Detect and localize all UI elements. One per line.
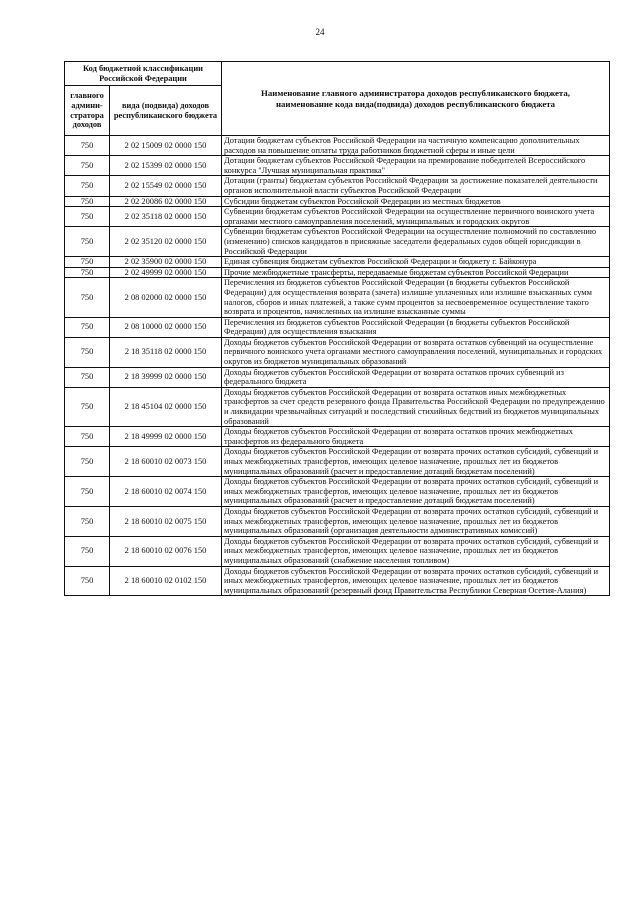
revenue-name-cell: Доходы бюджетов субъектов Российской Федерации от возврата прочих остатков субсидий, субвенций и иных межбюджетных трансфертов, имеющих целевое назначение, прошлых лет из бюджетов муниципальных образований (снабжение населения топливом): [222, 536, 610, 566]
admin-code-cell: 750: [65, 387, 110, 426]
revenue-code-cell: 2 18 60010 02 0074 150: [110, 477, 222, 507]
revenue-name-cell: Дотации бюджетам субъектов Российской Федерации на премирование победителей Всероссийского конкурса "Лучшая муниципальная практика": [222, 156, 610, 176]
revenue-code-cell: 2 18 49999 02 0000 150: [110, 427, 222, 447]
admin-code-cell: 750: [65, 536, 110, 566]
table-row: [65, 317, 610, 337]
revenue-name-cell: Субсидии бюджетам субъектов Российской Федерации из местных бюджетов: [222, 196, 610, 207]
revenue-name-cell: Доходы бюджетов субъектов Российской Федерации от возврата прочих остатков субсидий, субвенций и иных межбюджетных трансфертов, имеющих целевое назначение, прошлых лет из бюджетов муниципальных образований (резервный фонд Правительства Республики Северная Осетия-Алания): [222, 566, 610, 596]
admin-code-cell: 750: [65, 257, 110, 268]
admin-code-cell: 750: [65, 136, 110, 156]
revenue-code-cell: 2 02 35900 02 0000 150: [110, 257, 222, 268]
table-row: [65, 267, 610, 278]
header-code-column: вида (подвида) доходов республиканского бюджета: [110, 86, 222, 136]
table-row: [65, 257, 610, 268]
admin-code-cell: 750: [65, 267, 110, 278]
revenue-code-cell: 2 18 60010 02 0076 150: [110, 536, 222, 566]
revenue-code-cell: 2 02 20086 02 0000 150: [110, 196, 222, 207]
table-row: [65, 227, 610, 257]
revenue-code-cell: 2 02 15399 02 0000 150: [110, 156, 222, 176]
table-row: [65, 278, 610, 317]
admin-code-cell: 750: [65, 317, 110, 337]
revenue-code-cell: 2 08 02000 02 0000 150: [110, 278, 222, 317]
table-row: [65, 566, 610, 596]
table-row: [65, 156, 610, 176]
admin-code-cell: 750: [65, 196, 110, 207]
revenue-code-cell: 2 18 45104 02 0000 150: [110, 387, 222, 426]
table-row: [65, 207, 610, 227]
revenue-name-cell: Перечисления из бюджетов субъектов Российской Федерации (в бюджеты субъектов Российской Федерации) для осуществления взыскания: [222, 317, 610, 337]
table-row: [65, 427, 610, 447]
revenue-code-cell: 2 02 35118 02 0000 150: [110, 207, 222, 227]
table-body: [65, 136, 610, 596]
admin-code-cell: 750: [65, 207, 110, 227]
admin-code-cell: 750: [65, 427, 110, 447]
revenue-name-cell: Доходы бюджетов субъектов Российской Федерации от возврата прочих остатков субсидий, субвенций и иных межбюджетных трансфертов, имеющих целевое назначение, прошлых лет из бюджетов муниципальных образований (расчет и предоставление дотаций бюджетам поселений): [222, 447, 610, 477]
revenue-name-cell: Субвенции бюджетам субъектов Российской Федерации на осуществление первичного воинского учета органами местного самоуправления поселений, муниципальных и городских округов: [222, 207, 610, 227]
budget-classification-table: [64, 61, 610, 596]
page-number: 24: [315, 27, 325, 37]
revenue-code-cell: 2 02 49999 02 0000 150: [110, 267, 222, 278]
revenue-name-cell: Доходы бюджетов субъектов Российской Федерации от возврата остатков прочих межбюджетных трансфертов из федерального бюджета: [222, 427, 610, 447]
revenue-name-cell: Субвенции бюджетам субъектов Российской Федерации на осуществление полномочий по составлению (изменению) списков кандидатов в присяжные заседатели федеральных судов общей юрисдикции в Российской Федерации: [222, 227, 610, 257]
admin-code-cell: 750: [65, 278, 110, 317]
revenue-name-cell: Доходы бюджетов субъектов Российской Федерации от возврата прочих остатков субсидий, субвенций и иных межбюджетных трансфертов, имеющих целевое назначение, прошлых лет из бюджетов муниципальных образований (организация деятельности административных комиссий): [222, 506, 610, 536]
revenue-code-cell: 2 02 15549 02 0000 150: [110, 176, 222, 196]
table-row: [65, 477, 610, 507]
revenue-code-cell: 2 18 60010 02 0102 150: [110, 566, 222, 596]
revenue-name-cell: Дотации (гранты) бюджетам субъектов Российской Федерации за достижение показателей деятельности органов исполнительной власти субъектов Российской Федерации: [222, 176, 610, 196]
revenue-name-cell: Доходы бюджетов субъектов Российской Федерации от возврата остатков субвенций на осуществление первичного воинского учета органами местного самоуправления поселений, муниципальных и городских округов из бюджетов муниципальных образований: [222, 337, 610, 367]
revenue-code-cell: 2 18 60010 02 0073 150: [110, 447, 222, 477]
table-row: [65, 367, 610, 387]
admin-code-cell: 750: [65, 337, 110, 367]
table-row: [65, 536, 610, 566]
table-row: [65, 136, 610, 156]
revenue-name-cell: Дотации бюджетам субъектов Российской Федерации на частичную компенсацию дополнительных расходов на повышение оплаты труда работников бюджетной сферы и иные цели: [222, 136, 610, 156]
admin-code-cell: 750: [65, 367, 110, 387]
table-row: [65, 447, 610, 477]
admin-code-cell: 750: [65, 506, 110, 536]
admin-code-cell: 750: [65, 227, 110, 257]
admin-code-cell: 750: [65, 156, 110, 176]
revenue-code-cell: 2 18 35118 02 0000 150: [110, 337, 222, 367]
revenue-name-cell: Доходы бюджетов субъектов Российской Федерации от возврата прочих остатков субсидий, субвенций и иных межбюджетных трансфертов, имеющих целевое назначение, прошлых лет из бюджетов муниципальных образований (расчет и предоставление дотаций бюджетам поселений): [222, 477, 610, 507]
revenue-name-cell: Единая субвенция бюджетам субъектов Российской Федерации и бюджету г. Байконура: [222, 257, 610, 268]
revenue-code-cell: 2 08 10000 02 0000 150: [110, 317, 222, 337]
table-row: [65, 176, 610, 196]
table-row: [65, 196, 610, 207]
revenue-name-cell: Прочие межбюджетные трансферты, передаваемые бюджетам субъектов Российской Федерации: [222, 267, 610, 278]
table-row: [65, 506, 610, 536]
revenue-name-cell: Доходы бюджетов субъектов Российской Федерации от возврата остатков прочих субвенций из федерального бюджета: [222, 367, 610, 387]
admin-code-cell: 750: [65, 447, 110, 477]
header-name-column: Наименование главного администратора доходов республиканского бюджета, наименование кода вида(подвида) доходов республиканского бюджета: [222, 62, 610, 136]
admin-code-cell: 750: [65, 176, 110, 196]
revenue-name-cell: Доходы бюджетов субъектов Российской Федерации от возврата остатков иных межбюджетных трансфертов за счет средств резервного фонда Правительства Российской Федерации по предупреждению и ликвидации чрезвычайных ситуаций и последствий стихийных бедствий из бюджетов муниципальных образований: [222, 387, 610, 426]
revenue-code-cell: 2 02 15009 02 0000 150: [110, 136, 222, 156]
revenue-code-cell: 2 18 60010 02 0075 150: [110, 506, 222, 536]
header-group-title: Код бюджетной классификации Российской Федерации: [65, 62, 222, 86]
revenue-code-cell: 2 02 35120 02 0000 150: [110, 227, 222, 257]
header-admin-column: главного админи-стратора доходов: [65, 86, 110, 136]
revenue-code-cell: 2 18 39999 02 0000 150: [110, 367, 222, 387]
table-row: [65, 337, 610, 367]
admin-code-cell: 750: [65, 566, 110, 596]
table-row: [65, 387, 610, 426]
admin-code-cell: 750: [65, 477, 110, 507]
revenue-name-cell: Перечисления из бюджетов субъектов Российской Федерации (в бюджеты субъектов Российской Федерации) для осуществления возврата (зачета) излишне уплаченных или излишне взысканных сумм налогов, сборов и иных платежей, а также сумм процентов за несвоевременное осуществление такого возврата и процентов, начисленных на излишне взысканные суммы: [222, 278, 610, 317]
